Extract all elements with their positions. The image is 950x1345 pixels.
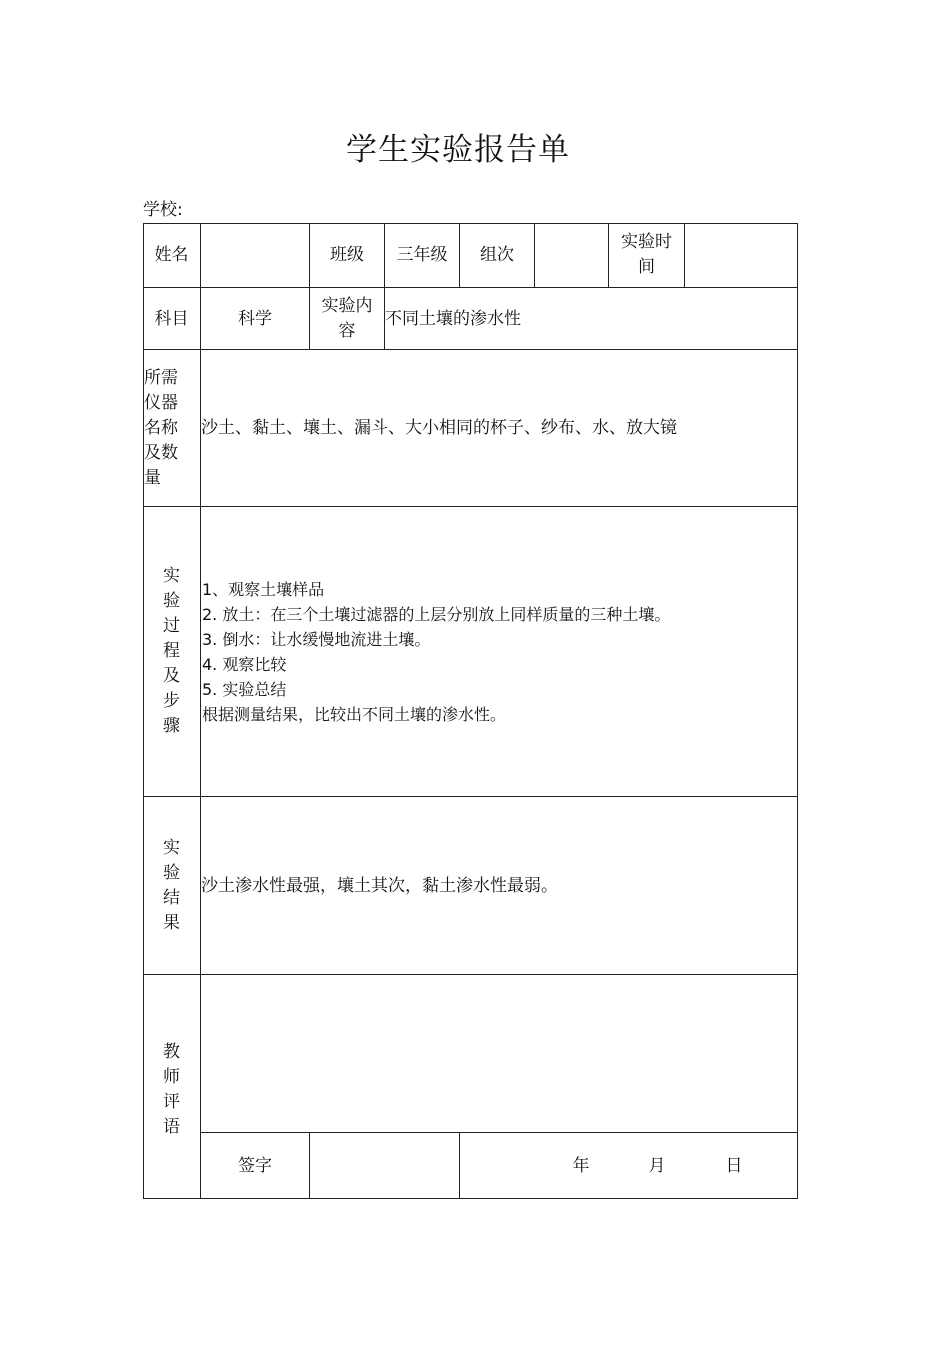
procedure-steps [202,577,670,727]
procedure-label-char: 骤 [163,716,180,736]
procedure-step: 根据测量结果，比较出不同土壤的渗水性。 [202,705,507,724]
subject-label: 科目 [154,308,189,329]
class-value: 三年级 [396,245,448,265]
group-field[interactable] [535,223,608,287]
procedure-step: 2. 放土：在三个土壤过滤器的上层分别放上同样质量的三种土壤。 [202,605,671,624]
equipment-label-line: 量 [144,467,161,488]
class-label: 班级 [330,245,364,265]
equipment-label-line: 仪器 [144,392,178,413]
content-label-line: 实验内 [321,295,373,316]
procedure-step: 5. 实验总结 [202,680,287,699]
teacher-comment-label-char: 语 [163,1117,180,1137]
teacher-comment-label [143,1040,200,1140]
signature-field[interactable] [310,1133,459,1198]
procedure-label-char: 步 [163,691,180,711]
time-label-line: 间 [638,257,655,277]
time-label [609,223,684,287]
result-label [143,797,200,974]
teacher-comment-field[interactable] [201,975,797,1132]
column-divider [459,1132,460,1199]
name-label: 姓名 [154,245,189,265]
result-label-char: 实 [163,837,180,858]
teacher-comment-label-char: 师 [163,1067,180,1087]
procedure-label-char: 验 [163,591,180,611]
result-value: 沙土渗水性最强，壤土其次，黏土渗水性最弱。 [201,875,558,896]
procedure-label-char: 过 [163,616,180,636]
procedure-step: 1、观察土壤样品 [202,580,325,599]
content-value: 不同土壤的渗水性 [385,308,521,329]
equipment-value: 沙土、黏土、壤土、漏斗、大小相同的杯子、纱布、水、放大镜 [201,418,677,438]
table-border-right [797,223,798,1199]
time-label-line: 实验时 [621,232,672,252]
time-field[interactable] [685,223,797,287]
name-field[interactable] [201,223,309,287]
procedure-step: 3. 倒水：让水缓慢地流进土壤。 [202,630,431,649]
equipment-label-line: 及数 [144,442,178,463]
school-label: 学校: [143,200,183,220]
signature-label: 签字 [238,1155,272,1176]
day-label: 日 [725,1155,743,1176]
procedure-label [143,507,200,796]
group-label: 组次 [480,245,514,265]
content-label-line: 容 [338,320,356,341]
page-title: 学生实验报告单 [346,132,570,168]
table-border-bottom [143,1198,798,1199]
procedure-step: 4. 观察比较 [202,655,287,674]
teacher-comment-label-char: 评 [163,1092,180,1112]
year-label: 年 [572,1155,590,1176]
result-label-char: 结 [163,887,180,908]
procedure-label-char: 及 [163,666,180,686]
result-label-char: 验 [163,862,180,883]
procedure-label-char: 程 [163,641,180,661]
teacher-comment-label-char: 教 [163,1042,180,1062]
month-label: 月 [648,1155,666,1176]
equipment-label-line: 名称 [144,417,178,438]
equipment-label [144,350,200,506]
subject-value: 科学 [238,308,272,329]
equipment-label-line: 所需 [144,367,178,388]
row-divider [143,506,798,507]
procedure-label-char: 实 [163,566,180,586]
result-label-char: 果 [163,912,180,933]
content-label [310,288,384,349]
